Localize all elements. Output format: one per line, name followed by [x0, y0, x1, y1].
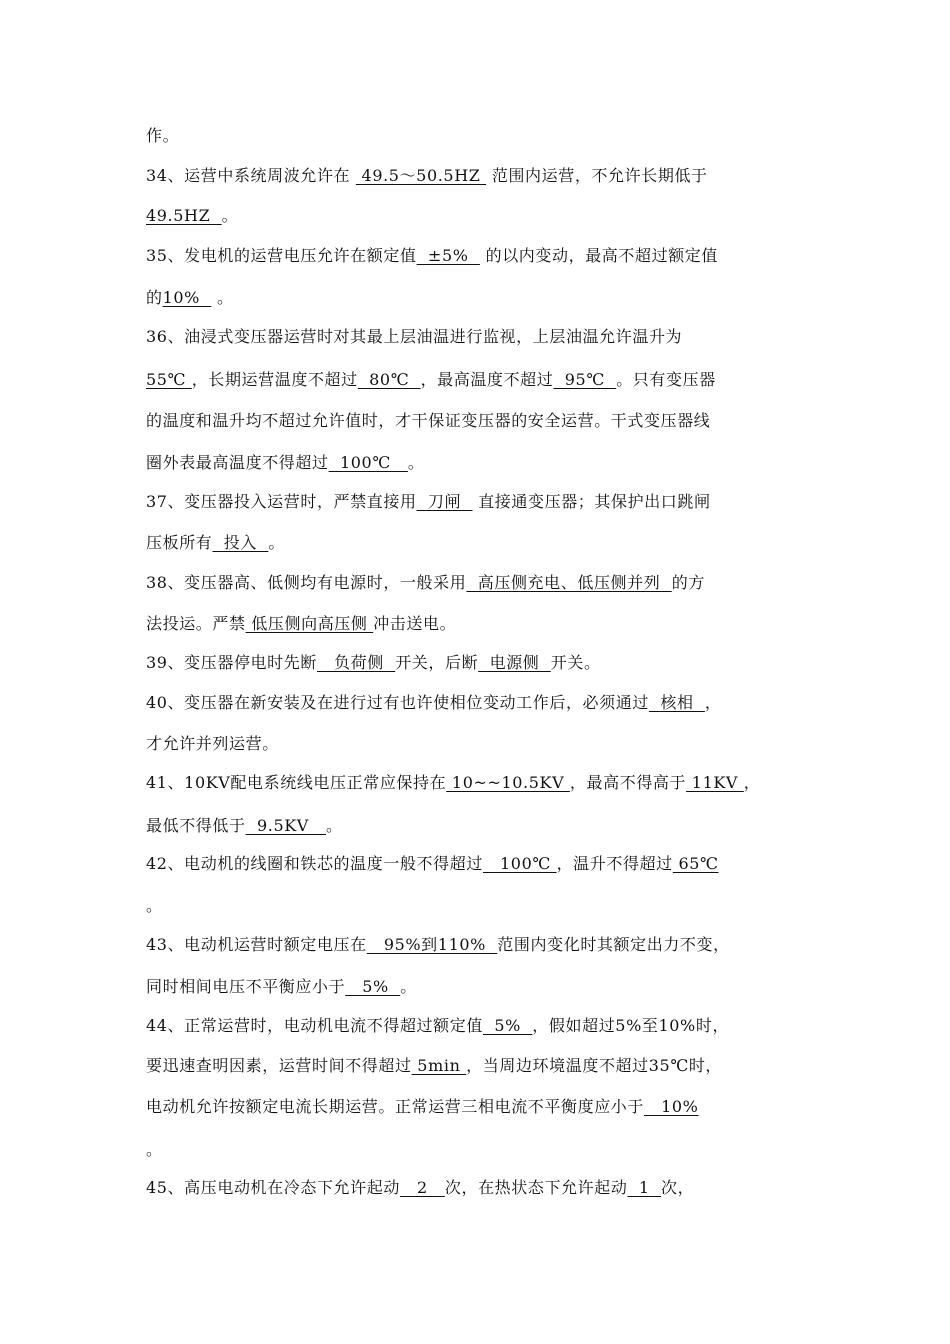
- answer-blank: 9.5KV: [245, 816, 326, 835]
- answer-blank: 2: [399, 1178, 445, 1197]
- question-34-line-2: 49.5HZ 。: [146, 206, 239, 225]
- question-34-line-1: 34、运营中系统周波允许在 49.5～50.5HZ 范围内运营，不允许长期低于: [146, 166, 708, 185]
- answer-blank: 核相: [648, 693, 705, 712]
- question-43-line-1: 43、电动机运营时额定电压在 95%到110% 范围内变化时其额定出力不变，: [146, 935, 730, 954]
- answer-blank: 投入: [212, 533, 269, 552]
- question-36-line-3: 的温度和温升均不超过允许值时，才干保证变压器的安全运营。干式变压器线: [146, 411, 711, 430]
- answer-blank: 电源侧: [478, 653, 551, 672]
- question-42-line-1: 42、电动机的线圈和铁芯的温度一般不得超过 100℃ ，温升不得超过 65℃: [146, 854, 719, 873]
- text-line: 作。: [146, 126, 180, 145]
- answer-blank: 10~~10.5KV: [446, 773, 570, 792]
- answer-blank: 100℃: [328, 453, 408, 472]
- question-45-line-1: 45、高压电动机在冷态下允许起动 2 次，在热状态下允许起动 1 次，: [146, 1178, 695, 1197]
- question-44-line-1: 44、正常运营时，电动机电流不得超过额定值 5% ，假如超过5%至10%时，: [146, 1016, 730, 1035]
- answer-blank: 刀闸: [416, 492, 473, 511]
- answer-blank: 5min: [411, 1056, 467, 1075]
- answer-blank: 49.5HZ: [146, 206, 222, 225]
- question-44-line-2: 要迅速查明因素，运营时间不得超过 5min ，当周边环境温度不超过35℃时，: [146, 1056, 723, 1075]
- question-43-line-2: 同时相间电压不平衡应小于 5% 。: [146, 977, 417, 996]
- answer-blank: 1: [627, 1178, 662, 1197]
- question-41-line-2: 最低不得低于 9.5KV 。: [146, 816, 343, 835]
- question-37-line-2: 压板所有 投入 。: [146, 533, 285, 552]
- answer-blank: 95℃: [553, 370, 617, 389]
- question-38-line-1: 38、变压器高、低侧均有电源时，一般采用 高压侧充电、低压侧并列 的方: [146, 573, 705, 592]
- question-36-line-2: 55℃ ，长期运营温度不超过 80℃ ，最高温度不超过 95℃ 。只有变压器: [146, 370, 716, 389]
- question-42-line-2: 。: [146, 896, 163, 915]
- question-35-line-2: 的10% 。: [146, 288, 234, 307]
- answer-blank: 高压侧充电、低压侧并列: [466, 573, 672, 592]
- question-44-line-4: 。: [146, 1140, 163, 1159]
- question-36-line-1: 36、油浸式变压器运营时对其最上层油温进行监视，上层油温允许温升为: [146, 327, 683, 346]
- question-39-line-1: 39、变压器停电时先断 负荷侧 开关，后断 电源侧 开关。: [146, 653, 601, 672]
- answer-blank: 80℃: [357, 370, 421, 389]
- question-37-line-1: 37、变压器投入运营时，严禁直接用 刀闸 直接通变压器；其保护出口跳闸: [146, 492, 711, 511]
- question-41-line-1: 41、10KV配电系统线电压正常应保持在 10~~10.5KV ，最高不得高于 11KV ，: [146, 773, 761, 792]
- answer-blank: 100℃: [482, 854, 557, 873]
- question-44-line-3: 电动机允许按额定电流长期运营。正常运营三相电流不平衡度应小于 10%: [146, 1097, 699, 1116]
- answer-blank: 负荷侧: [316, 653, 396, 672]
- answer-blank: 49.5～50.5HZ: [355, 166, 487, 185]
- answer-blank: 10%: [162, 288, 212, 307]
- answer-blank: 低压侧向高压侧: [245, 614, 374, 633]
- answer-blank: 95%到110%: [366, 935, 498, 954]
- question-38-line-2: 法投运。严禁 低压侧向高压侧 冲击送电。: [146, 614, 457, 633]
- answer-blank: 65℃: [672, 854, 719, 873]
- question-40-line-2: 才允许并列运营。: [146, 734, 279, 753]
- answer-blank: 10%: [644, 1097, 699, 1116]
- answer-blank: 55℃: [146, 370, 192, 389]
- answer-blank: 5%: [345, 977, 401, 996]
- question-35-line-1: 35、发电机的运营电压允许在额定值 ±5% 的以内变动，最高不超过额定值: [146, 246, 718, 265]
- question-36-line-4: 圈外表最高温度不得超过 100℃ 。: [146, 453, 425, 472]
- answer-blank: 11KV: [686, 773, 744, 792]
- answer-blank: ±5%: [416, 246, 480, 265]
- question-40-line-1: 40、变压器在新安装及在进行过有也许使相位变动工作后，必须通过 核相 ，: [146, 693, 722, 712]
- answer-blank: 5%: [482, 1016, 533, 1035]
